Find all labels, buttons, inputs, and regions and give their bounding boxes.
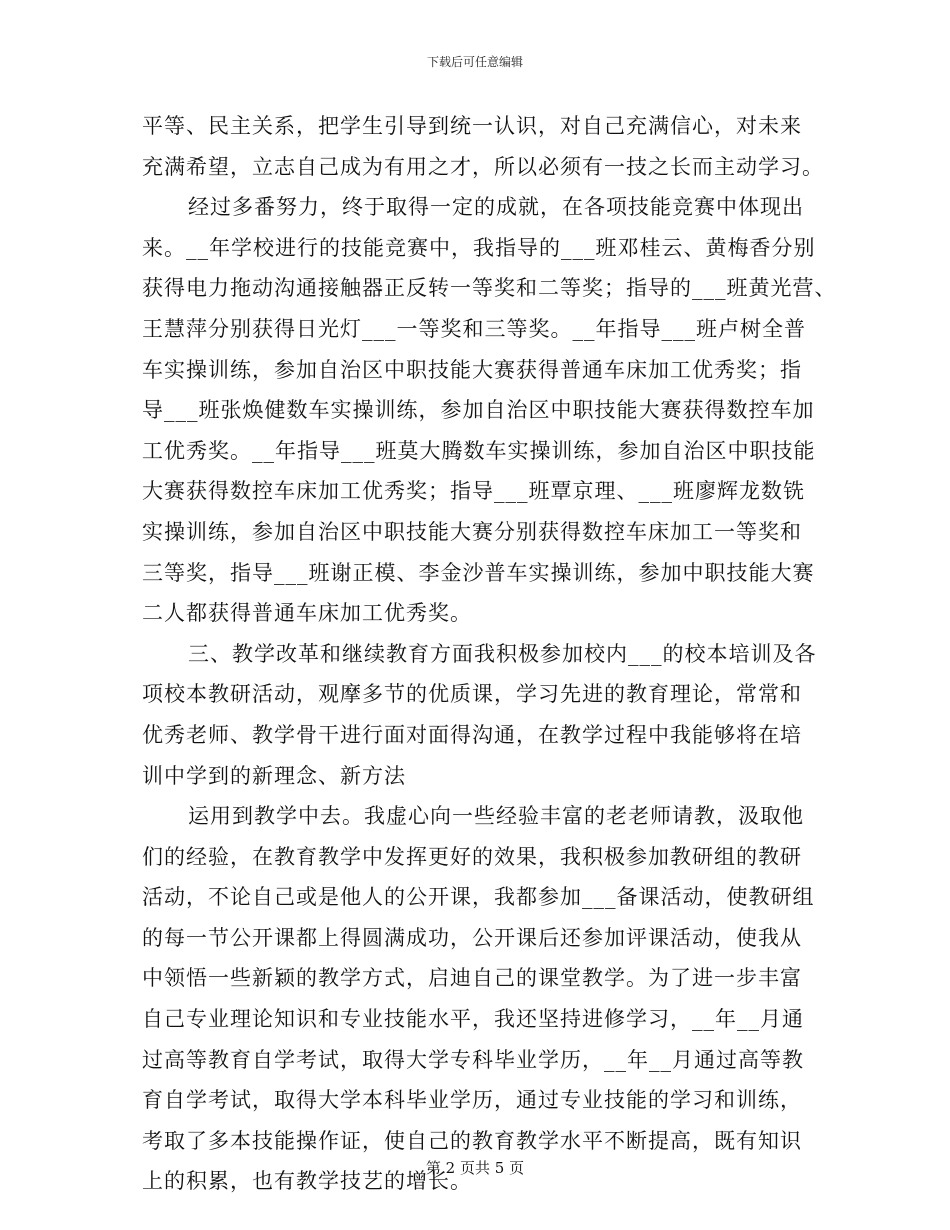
text-line: 活动，不论自己或是他人的公开课，我都参加___备课活动，使教研组 [142,885,815,910]
page-header: 下载后可任意编辑 [426,55,523,69]
document-body [142,106,837,1202]
text-line: 二人都获得普通车床加工优秀奖。 [142,601,472,626]
text-line: 三、教学改革和继续教育方面我积极参加校内___的校本培训及各 [188,641,817,666]
text-line: 项校本教研活动，观摩多节的优质课，学习先进的教育理论，常常和 [142,682,802,707]
text-line: 上的积累，也有教学技艺的增长。 [142,1169,472,1194]
text-line: 过高等教育自学考试，取得大学专科毕业学历，__年__月通过高等教 [142,1047,804,1072]
text-line: 工优秀奖。__年指导___班莫大腾数车实操训练，参加自治区中职技能 [142,438,816,463]
text-line: 来。__年学校进行的技能竞赛中，我指导的___班邓桂云、黄梅香分别 [142,235,816,260]
text-line: 车实操训练，参加自治区中职技能大赛获得普通车床加工优秀奖；指 [142,357,802,382]
text-line: 考取了多本技能操作证，使自己的教育教学水平不断提高，既有知识 [142,1128,802,1153]
text-line: 大赛获得数控车床加工优秀奖；指导___班覃京理、___班廖辉龙数铣 [142,479,805,504]
page-footer: 第 2 页共 5 页 [425,1159,525,1177]
paragraph [142,634,817,796]
paragraph [142,796,817,1202]
text-line: 经过多番努力，终于取得一定的成就，在各项技能竞赛中体现出 [188,195,804,220]
text-line: 充满希望，立志自己成为有用之才，所以必须有一技之长而主动学习。 [142,154,824,179]
paragraph [142,187,837,634]
paragraph [142,106,824,187]
text-line: 自己专业理论知识和专业技能水平，我还坚持进修学习，__年__月通 [142,1007,804,1032]
text-line: 育自学考试，取得大学本科毕业学历，通过专业技能的学习和训练， [142,1088,802,1113]
text-line: 运用到教学中去。我虚心向一些经验丰富的老老师请教，汲取他 [188,804,804,829]
text-line: 训中学到的新理念、新方法 [142,763,406,788]
text-line: 实操训练，参加自治区中职技能大赛分别获得数控车床加工一等奖和 [142,519,802,544]
text-line: 们的经验，在教育教学中发挥更好的效果，我积极参加教研组的教研 [142,844,802,869]
text-line: 的每一节公开课都上得圆满成功，公开课后还参加评课活动，使我从 [142,925,802,950]
text-line: 获得电力拖动沟通接触器正反转一等奖和二等奖；指导的___班黄光营、 [142,276,837,301]
text-line: 中领悟一些新颖的教学方式，启迪自己的课堂教学。为了进一步丰富 [142,966,802,991]
text-line: 优秀老师、教学骨干进行面对面得沟通，在教学过程中我能够将在培 [142,722,802,747]
text-line: 王慧萍分别获得日光灯___一等奖和三等奖。__年指导___班卢树全普 [142,316,806,341]
text-line: 导___班张焕健数车实操训练，参加自治区中职技能大赛获得数控车加 [142,398,815,423]
text-line: 三等奖，指导___班谢正模、李金沙普车实操训练，参加中职技能大赛 [142,560,815,585]
text-line: 平等、民主关系，把学生引导到统一认识，对自己充满信心，对未来 [142,114,802,138]
